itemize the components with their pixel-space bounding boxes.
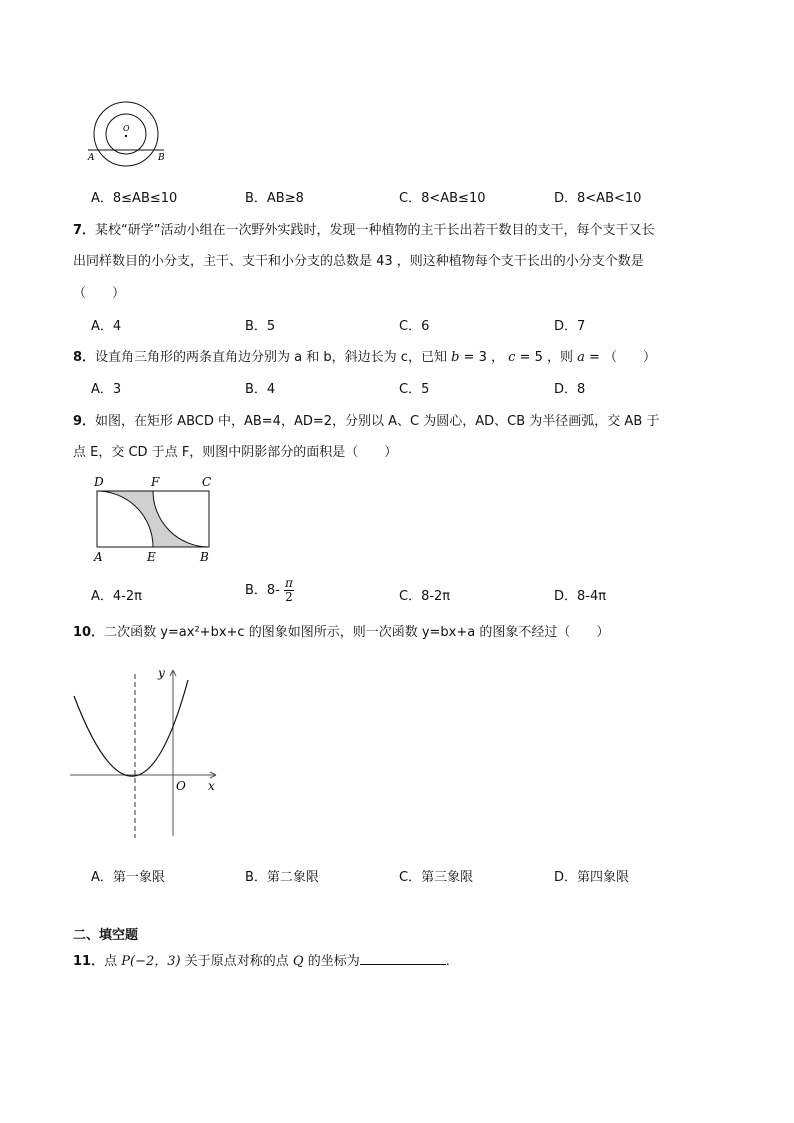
q10-option-d: D．第四象限: [554, 870, 630, 885]
q11-text-b: 关于原点对称的点: [184, 954, 289, 969]
label-b: B: [200, 550, 209, 564]
q10-option-a: A．第一象限: [91, 870, 165, 885]
q7-line1: [73, 219, 655, 238]
q8-b-var: b: [451, 350, 460, 365]
q8-a-var: a: [577, 350, 585, 365]
q7-number: 7．: [73, 223, 96, 238]
q8-b-eq: = 3 ，: [459, 350, 504, 365]
q6-option-b: B．AB≥8: [245, 191, 304, 206]
center-point: [125, 135, 127, 137]
q7-text1: 某校“研学”活动小组在一次野外实践时，发现一种植物的主干长出若干数目的支干，每个支干又长: [95, 223, 655, 238]
label-c: C: [202, 475, 212, 489]
q11-number: 11．: [73, 954, 105, 969]
outer-circle: [94, 102, 158, 166]
inner-circle: [106, 114, 146, 154]
q11-line: [73, 950, 459, 969]
label-d: D: [94, 475, 104, 489]
parabola-curve: [74, 680, 188, 776]
rectangle-arcs-figure: [88, 474, 218, 566]
q11-text-c: 的坐标为: [307, 954, 360, 969]
q9-number: 9．: [73, 414, 96, 429]
q10-text: 二次函数 y=ax²+bx+c 的图象如图所示，则一次函数 y=bx+a 的图象不经过（ ）: [104, 625, 610, 640]
q8-a-eq: =: [584, 350, 600, 365]
q9-option-d: D．8-4π: [554, 589, 607, 604]
q10-line: [73, 621, 609, 640]
q8-option-c: C．5: [399, 382, 430, 397]
q10-option-c: C．第三象限: [399, 870, 474, 885]
q7-option-a: A．4: [91, 319, 122, 334]
q7-option-d: D．7: [554, 319, 586, 334]
concentric-circles-figure: [86, 100, 176, 170]
label-e: E: [147, 550, 156, 564]
o-label: O: [176, 779, 186, 793]
q9-option-a: A．4-2π: [91, 589, 142, 604]
q9-option-c: C．8-2π: [399, 589, 451, 604]
q7-option-c: C．6: [399, 319, 430, 334]
y-label: y: [158, 666, 165, 680]
q11-text-a: 点: [104, 954, 118, 969]
label-a: A: [88, 153, 95, 163]
q8-text: 设直角三角形的两条直角边分别为 a 和 b，斜边长为 c，已知: [95, 350, 447, 365]
center-label: O: [123, 124, 130, 133]
section-title: 二、填空题: [73, 928, 139, 943]
answer-blank[interactable]: [360, 952, 446, 965]
q8-option-a: A．3: [91, 382, 122, 397]
q11-point-q: Q: [292, 954, 304, 969]
frac-numerator: π: [285, 576, 293, 590]
q9-line2: 点 E，交 CD 于点 F，则图中阴影部分的面积是（ ）: [73, 445, 398, 460]
label-f: F: [151, 475, 160, 489]
q7-line3: （ ）: [73, 286, 126, 301]
q8-option-d: D．8: [554, 382, 586, 397]
q8-number: 8．: [73, 350, 96, 365]
q6-option-c: C．8<AB≤10: [399, 191, 486, 206]
q11-text-end: ．: [445, 954, 459, 969]
q7-line2: 出同样数目的小分支，主干、支干和小分支的总数是 43 ，则这种植物每个支干长出的小分支个数是: [73, 254, 644, 269]
q10-number: 10．: [73, 625, 105, 640]
pi-over-2-fraction: [284, 577, 294, 604]
q6-option-a: A．8≤AB≤10: [91, 191, 178, 206]
parabola-graph: [66, 660, 226, 840]
frac-denominator: 2: [285, 590, 293, 604]
q11-point-p: P(−2，3): [121, 954, 181, 969]
q6-option-d: D．8<AB<10: [554, 191, 642, 206]
label-b: B: [158, 153, 165, 163]
q8-option-b: B．4: [245, 382, 276, 397]
x-label: x: [208, 779, 215, 793]
label-a: A: [94, 550, 103, 564]
q10-option-b: B．第二象限: [245, 870, 319, 885]
q7-option-b: B．5: [245, 319, 276, 334]
q9-line1: [73, 410, 659, 429]
shaded-region: [97, 491, 209, 547]
q8-c-eq: = 5 ，则: [515, 350, 573, 365]
q8-c-var: c: [508, 350, 516, 365]
q8-line: [73, 346, 656, 365]
q8-paren: （ ）: [604, 350, 657, 365]
q9-text1: 如图，在矩形 ABCD 中，AB=4，AD=2，分别以 A、C 为圆心，AD、CB 为半径画弧，交 AB 于: [95, 414, 660, 429]
q9-option-b-label: B．8-: [245, 583, 280, 598]
q9-option-b: [245, 577, 294, 604]
